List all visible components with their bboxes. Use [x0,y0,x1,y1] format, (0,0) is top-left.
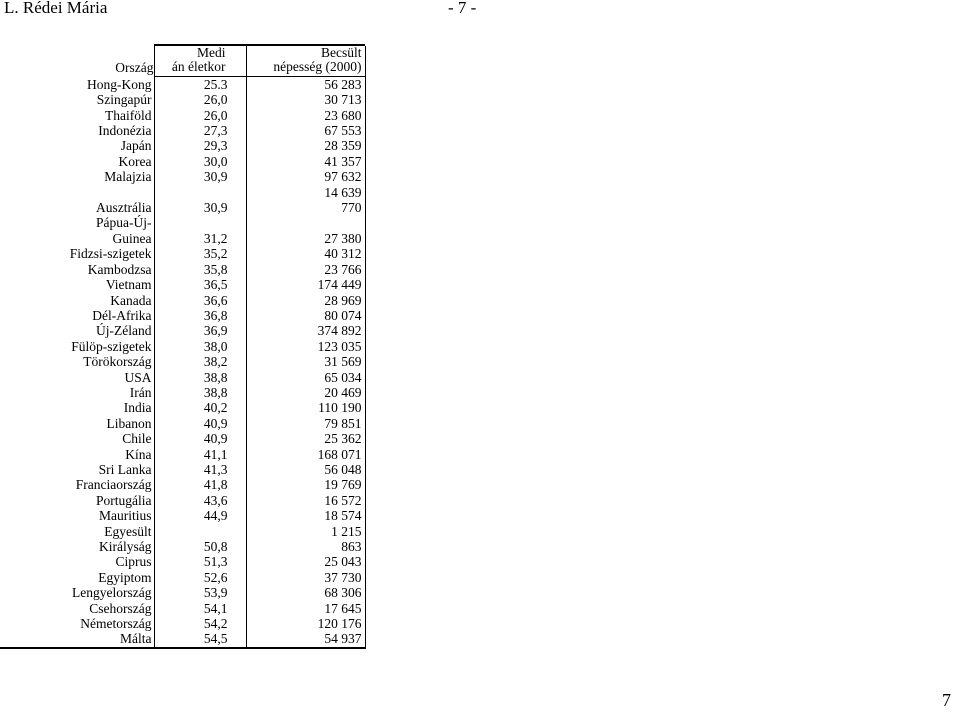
cell-median-age: 36,5 [154,277,246,292]
cell-country: USA [124,369,152,385]
table-row [0,246,365,261]
cell-median-age: 36,6 [154,293,246,308]
column-header-median-age [154,46,246,76]
table-row [0,601,365,616]
cell-median-age: 38,8 [154,385,246,400]
cell-population: 123 035 [246,339,365,354]
table-row [0,262,365,277]
cell-country: Irán [129,384,152,400]
cell-median-age: 38,0 [154,339,246,354]
table-row [0,123,365,138]
cell-country: Sri Lanka [98,461,152,477]
cell-median-age: 31,2 [154,231,246,246]
table-row [0,447,365,462]
table-row [0,339,365,354]
cell-population: 770 [246,200,365,215]
cell-median-age [154,215,246,230]
cell-median-age: 54,2 [154,616,246,631]
cell-country: Szingapúr [96,92,152,108]
table-row [0,400,365,415]
cell-country: Kambodzsa [87,261,152,277]
cell-median-age: 50,8 [154,539,246,554]
table-row [0,185,365,200]
table-head [0,45,365,76]
cell-population: 19 769 [246,477,365,492]
cell-population: 20 469 [246,385,365,400]
cell-median-age: 41,8 [154,477,246,492]
table-row [0,462,365,477]
cell-median-age: 30,9 [154,169,246,184]
cell-median-age: 30,0 [154,154,246,169]
cell-population: 16 572 [246,493,365,508]
table-row [0,616,365,631]
cell-country: Chile [122,431,152,447]
cell-country: Japán [120,138,152,154]
cell-median-age: 36,8 [154,308,246,323]
cell-country: Indonézia [98,123,152,139]
cell-country: Törökország [83,354,152,370]
cell-median-age: 38,2 [154,354,246,369]
cell-country: Egyesült [104,523,152,539]
cell-country: Kanada [110,292,152,308]
data-table [0,44,366,649]
table-row [0,508,365,523]
cell-country: Új-Zéland [96,323,152,339]
cell-population: 374 892 [246,323,365,338]
column-header-line: népesség (2000) [273,59,362,75]
cell-population: 31 569 [246,354,365,369]
cell-population: 120 176 [246,616,365,631]
cell-country: Kína [125,446,152,462]
table-row [0,370,365,385]
cell-population: 80 074 [246,308,365,323]
cell-population: 174 449 [246,277,365,292]
cell-country: Pápua-Új- [96,215,152,231]
table-row [0,231,365,246]
cell-population: 30 713 [246,92,365,107]
table-row [0,385,365,400]
cell-population: 54 937 [246,631,365,647]
column-header-country [0,46,154,76]
cell-median-age: 29,3 [154,138,246,153]
cell-population: 25 043 [246,554,365,569]
cell-country: Királyság [99,539,152,554]
cell-country: India [123,400,152,416]
cell-country: Fidzsi-szigetek [69,246,152,262]
table-row [0,416,365,431]
cell-median-age: 26,0 [154,108,246,123]
cell-population: 40 312 [246,246,365,261]
table-row [0,154,365,169]
cell-country: Korea [118,153,152,169]
cell-median-age: 41,3 [154,462,246,477]
cell-country: Guinea [112,230,152,246]
table-row [0,108,365,123]
column-header-population [246,46,365,76]
table-row [0,323,365,338]
cell-median-age: 38,8 [154,370,246,385]
cell-country: Csehország [89,600,152,616]
table-row [0,585,365,600]
cell-population: 110 190 [246,400,365,415]
table-row [0,215,365,230]
cell-country: Ciprus [115,554,152,570]
table-row [0,293,365,308]
cell-country: Vietnam [105,277,152,293]
cell-population: 41 357 [246,154,365,169]
cell-country [0,185,154,200]
cell-median-age: 27,3 [154,123,246,138]
table-row [0,631,365,647]
table-body [0,76,365,648]
table-row [0,570,365,585]
cell-population: 65 034 [246,370,365,385]
cell-population: 37 730 [246,570,365,585]
cell-median-age: 44,9 [154,508,246,523]
table-row [0,277,365,292]
column-header-line: Medi [197,45,226,60]
cell-population: 17 645 [246,601,365,616]
table-row [0,76,365,92]
cell-country: Portugália [96,492,152,508]
column-header-line: Ország [115,59,154,75]
cell-population: 23 766 [246,262,365,277]
cell-country: Mauritius [99,508,152,524]
cell-population: 168 071 [246,447,365,462]
cell-median-age [154,524,246,539]
page-author: L. Rédei Mária [4,0,108,17]
cell-population: 56 048 [246,462,365,477]
table-row [0,308,365,323]
cell-country: Libanon [106,415,152,431]
cell-median-age [154,185,246,200]
table-row [0,138,365,153]
cell-population: 28 969 [246,293,365,308]
cell-country: Németország [80,616,152,632]
cell-median-age: 35,8 [154,262,246,277]
cell-country: Ausztrália [96,200,152,216]
cell-country: Fülöp-szigetek [71,338,152,354]
cell-population: 68 306 [246,585,365,600]
cell-population: 18 574 [246,508,365,523]
cell-median-age: 40,9 [154,416,246,431]
cell-median-age: 40,2 [154,400,246,415]
cell-country: Lengyelország [72,585,152,601]
table-row [0,169,365,184]
cell-population: 863 [246,539,365,554]
cell-country: Malajzia [104,169,152,185]
cell-country: Málta [0,631,154,647]
cell-population: 14 639 [246,185,365,200]
cell-country: Thaiföld [105,107,152,123]
cell-median-age: 25.3 [154,76,246,92]
cell-population: 97 632 [246,169,365,184]
page-number-bottom: 7 [942,690,951,710]
cell-median-age: 36,9 [154,323,246,338]
table-row [0,431,365,446]
table-header-row [0,46,365,76]
cell-population [246,215,365,230]
cell-country: Dél-Afrika [92,307,152,323]
cell-median-age: 51,3 [154,554,246,569]
table-row [0,493,365,508]
cell-median-age: 40,9 [154,431,246,446]
cell-median-age: 35,2 [154,246,246,261]
table-row [0,92,365,107]
cell-population: 27 380 [246,231,365,246]
cell-country: Hong-Kong [87,76,152,92]
table-row [0,554,365,569]
table-row [0,539,365,554]
cell-median-age: 41,1 [154,447,246,462]
cell-median-age: 53,9 [154,585,246,600]
cell-median-age: 54,5 [154,631,246,647]
table-row [0,200,365,215]
column-header-line: án életkor [171,59,226,75]
cell-median-age: 30,9 [154,200,246,215]
cell-population: 28 359 [246,138,365,153]
cell-median-age: 43,6 [154,493,246,508]
cell-median-age: 26,0 [154,92,246,107]
cell-population: 1 215 [246,524,365,539]
column-header-line: Becsült [321,45,362,60]
cell-median-age: 54,1 [154,601,246,616]
cell-country: Franciaország [75,477,152,493]
cell-country: Egyiptom [98,569,152,585]
cell-population: 67 553 [246,123,365,138]
cell-population: 79 851 [246,416,365,431]
cell-median-age: 52,6 [154,570,246,585]
cell-population: 56 283 [246,76,365,92]
cell-population: 23 680 [246,108,365,123]
table-row [0,477,365,492]
page-number-top: - 7 - [448,0,477,17]
cell-population: 25 362 [246,431,365,446]
table-row [0,354,365,369]
table-row [0,524,365,539]
